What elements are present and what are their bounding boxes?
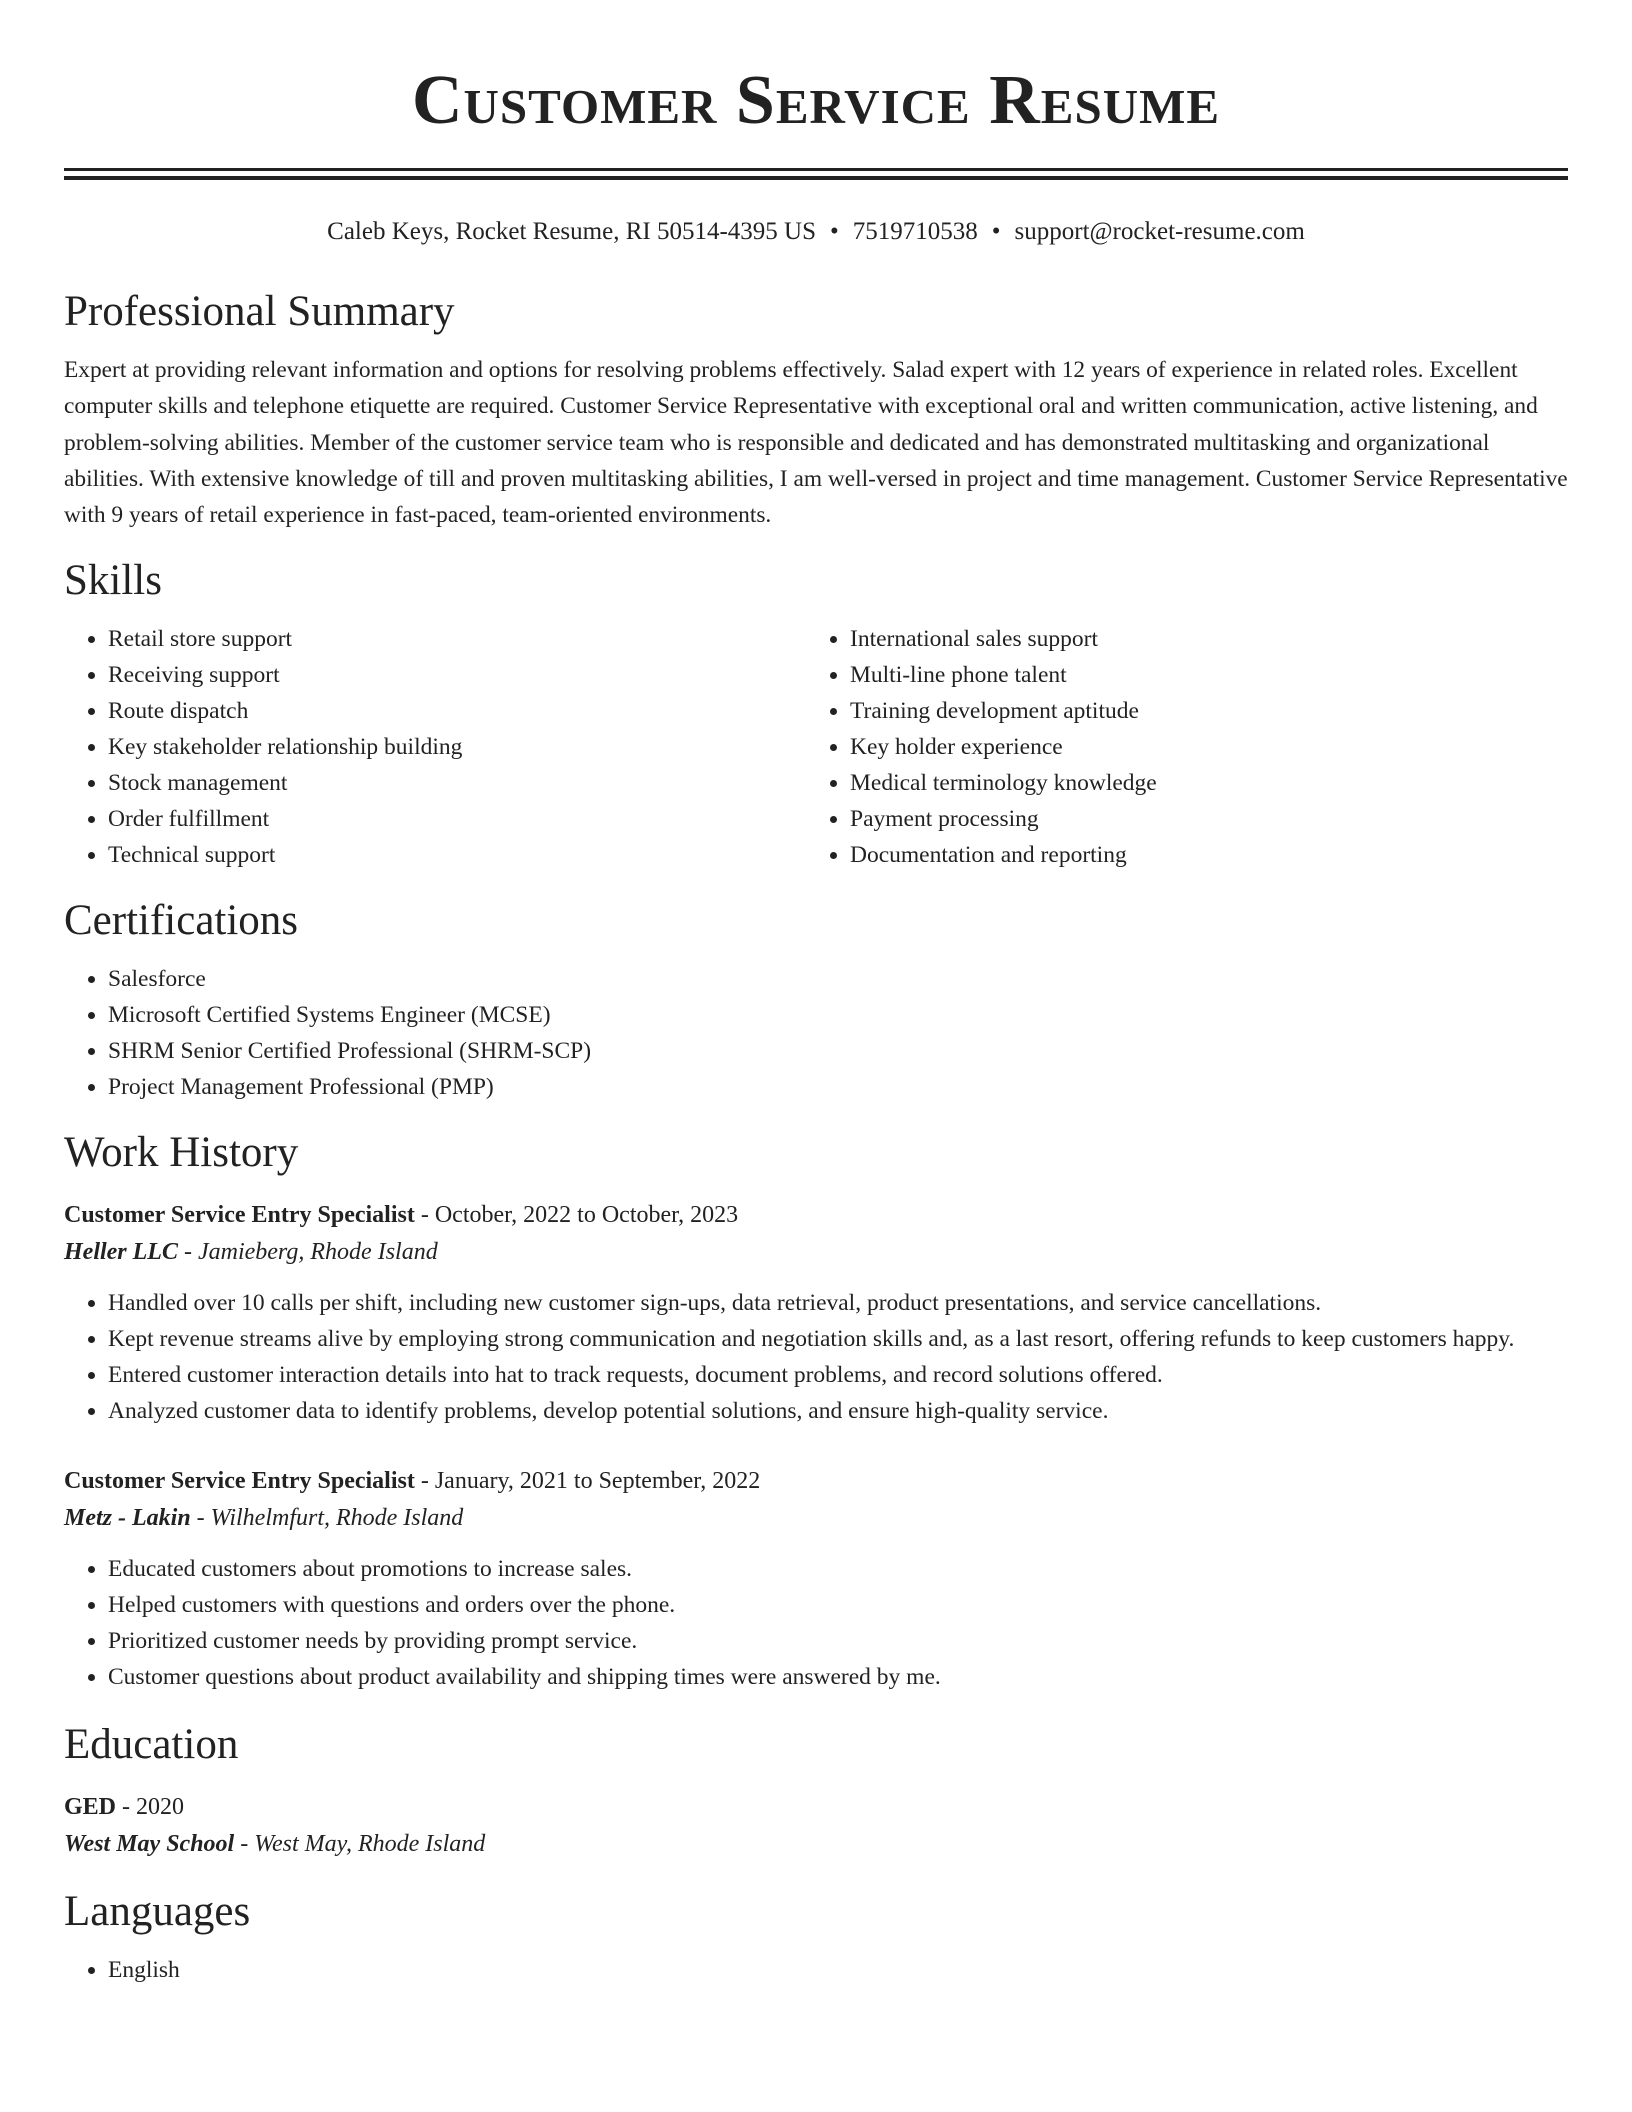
contact-separator: • bbox=[830, 218, 839, 245]
section-heading-skills: Skills bbox=[64, 557, 162, 605]
skill-item: • Medical terminology knowledge bbox=[850, 765, 1548, 801]
skill-item: • Stock management bbox=[108, 765, 806, 801]
skill-item: • Order fulfillment bbox=[108, 801, 806, 837]
job-bullet: • Customer questions about product availability and shipping times were answered by me. bbox=[108, 1659, 1568, 1695]
education-school-line bbox=[64, 1825, 1568, 1864]
title-divider-top bbox=[64, 168, 1568, 171]
languages-list bbox=[64, 1952, 1568, 1988]
job-bullet: • Handled over 10 calls per shift, including new customer sign-ups, data retrieval, product presentations, and service cancellations. bbox=[108, 1285, 1568, 1321]
section-heading-education: Education bbox=[64, 1721, 239, 1769]
skills-section bbox=[64, 555, 1568, 873]
job-entry bbox=[64, 1197, 1568, 1429]
contact-phone: 7519710538 bbox=[852, 218, 978, 245]
skill-item: • Key stakeholder relationship building bbox=[108, 729, 806, 765]
certifications-list bbox=[64, 961, 1568, 1105]
job-bullets bbox=[64, 1285, 1568, 1429]
job-bullet: • Entered customer interaction details into hat to track requests, document problems, and record solutions offered. bbox=[108, 1357, 1568, 1393]
language-item: • English bbox=[108, 1952, 1568, 1988]
skill-item: • Technical support bbox=[108, 837, 806, 873]
languages-section bbox=[64, 1886, 1568, 1988]
skills-list-left bbox=[64, 621, 806, 873]
job-dates: - January, 2021 to September, 2022 bbox=[414, 1468, 761, 1495]
certifications-section bbox=[64, 895, 1568, 1105]
skills-list-right bbox=[806, 621, 1548, 873]
education-school: West May School bbox=[64, 1831, 235, 1858]
skill-item: • International sales support bbox=[850, 621, 1548, 657]
education-degree: GED bbox=[64, 1794, 117, 1821]
job-location: - Jamieberg, Rhode Island bbox=[177, 1239, 438, 1266]
section-heading-certifications: Certifications bbox=[64, 897, 299, 945]
job-bullets bbox=[64, 1551, 1568, 1695]
job-bullet: • Educated customers about promotions to increase sales. bbox=[108, 1551, 1568, 1587]
education-degree-line bbox=[64, 1789, 1568, 1825]
summary-text: Expert at providing relevant information and options for resolving problems effectively. Salad expert with 12 years of experience in related roles. Excellent computer skills and telephone etiquette are required. Customer Service Representative with exceptional oral and written communication, active listening, and problem-solving abilities. Member of the customer service team who is responsible and dedicated and has demonstrated multitasking and organizational abilities. With extensive knowledge of till and proven multitasking abilities, I am well-versed in project and time management. Customer Service Representative with 9 years of retail experience in fast-paced, team-oriented environments. bbox=[64, 357, 1568, 529]
contact-line bbox=[64, 216, 1568, 248]
skill-item: • Documentation and reporting bbox=[850, 837, 1548, 873]
skills-column-left bbox=[64, 621, 806, 873]
job-company-line bbox=[64, 1499, 1568, 1538]
job-company: Heller LLC bbox=[64, 1239, 178, 1266]
job-dates: - October, 2022 to October, 2023 bbox=[414, 1202, 739, 1229]
job-bullet: • Prioritized customer needs by providing prompt service. bbox=[108, 1623, 1568, 1659]
contact-address: Caleb Keys, Rocket Resume, RI 50514-4395 US bbox=[327, 218, 816, 245]
skill-item: • Route dispatch bbox=[108, 693, 806, 729]
job-bullet: • Helped customers with questions and orders over the phone. bbox=[108, 1587, 1568, 1623]
certification-item: • SHRM Senior Certified Professional (SHRM-SCP) bbox=[108, 1033, 1568, 1069]
title-divider-bottom bbox=[64, 176, 1568, 180]
job-title: Customer Service Entry Specialist bbox=[64, 1202, 415, 1229]
section-heading-work-history: Work History bbox=[64, 1129, 299, 1177]
skill-item: • Payment processing bbox=[850, 801, 1548, 837]
certification-item: • Salesforce bbox=[108, 961, 1568, 997]
job-entry bbox=[64, 1463, 1568, 1695]
job-location: - Wilhelmfurt, Rhode Island bbox=[190, 1505, 464, 1532]
skill-item: • Multi-line phone talent bbox=[850, 657, 1548, 693]
skill-item: • Retail store support bbox=[108, 621, 806, 657]
section-heading-summary: Professional Summary bbox=[64, 288, 455, 335]
work-history-section bbox=[64, 1127, 1568, 1695]
job-bullet: • Kept revenue streams alive by employing strong communication and negotiation skills and, as a last resort, offering refunds to keep customers happy. bbox=[108, 1321, 1568, 1357]
summary-section bbox=[64, 286, 1568, 533]
education-year: - 2020 bbox=[116, 1794, 185, 1821]
skill-item: • Key holder experience bbox=[850, 729, 1548, 765]
certification-item: • Microsoft Certified Systems Engineer (MCSE) bbox=[108, 997, 1568, 1033]
skills-column-right bbox=[806, 621, 1548, 873]
contact-separator: • bbox=[991, 218, 1001, 245]
skills-columns bbox=[64, 621, 1568, 873]
job-company-line bbox=[64, 1233, 1568, 1272]
section-heading-languages: Languages bbox=[64, 1888, 251, 1936]
education-location: - West May, Rhode Island bbox=[234, 1831, 486, 1858]
skill-item: • Training development aptitude bbox=[850, 693, 1548, 729]
certification-item: • Project Management Professional (PMP) bbox=[108, 1069, 1568, 1105]
skill-item: • Receiving support bbox=[108, 657, 806, 693]
job-bullet: • Analyzed customer data to identify problems, develop potential solutions, and ensure high-quality service. bbox=[108, 1393, 1568, 1429]
education-section bbox=[64, 1719, 1568, 1864]
job-title-line bbox=[64, 1197, 1568, 1233]
resume-title: Customer Service Resume bbox=[411, 62, 1221, 139]
contact-email: support@rocket-resume.com bbox=[1014, 218, 1305, 245]
job-title-line bbox=[64, 1463, 1568, 1499]
job-company: Metz - Lakin bbox=[64, 1505, 191, 1532]
job-title: Customer Service Entry Specialist bbox=[64, 1468, 415, 1495]
